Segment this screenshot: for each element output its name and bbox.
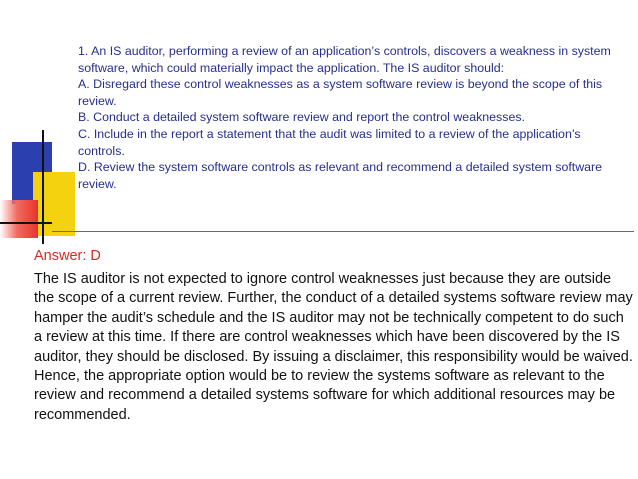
divider-line [52, 231, 634, 232]
question-stem: 1. An IS auditor, performing a review of an application’s controls, discovers a weakness in system software, which could materially impact the application. The IS auditor should: [78, 44, 611, 75]
option-b: B. Conduct a detailed system software review and report the control weaknesses. [78, 110, 525, 125]
option-c: C. Include in the report a statement that the audit was limited to a review of the application’s controls. [78, 126, 581, 158]
question-block [78, 43, 618, 192]
answer-explanation: The IS auditor is not expected to ignore control weaknesses just because they are outside the scope of a current review. Further, the conduct of a detailed systems software review may hamper the audit’s schedule and the IS auditor may not be technically competent to do such a review at this time. If there are control weaknesses which have been discovered by the IS auditor, they should be disclosed. By issuing a disclaimer, this responsibility would be waived. Hence, the appropriate option would be to review the systems software as relevant to the review and recommend a detailed systems software for which additional resources may be recommended. [34, 271, 633, 423]
decorative-yellow-square [33, 172, 75, 236]
decorative-horizontal-line-left [0, 222, 52, 224]
decorative-red-square [0, 200, 38, 238]
answer-label: Answer: D [34, 248, 101, 264]
decorative-vertical-line [42, 130, 44, 244]
option-d: D. Review the system software controls as relevant and recommend a detailed system software review. [78, 160, 603, 191]
option-a: A. Disregard these control weaknesses as a system software review is beyond the scope of this review. [78, 77, 603, 108]
